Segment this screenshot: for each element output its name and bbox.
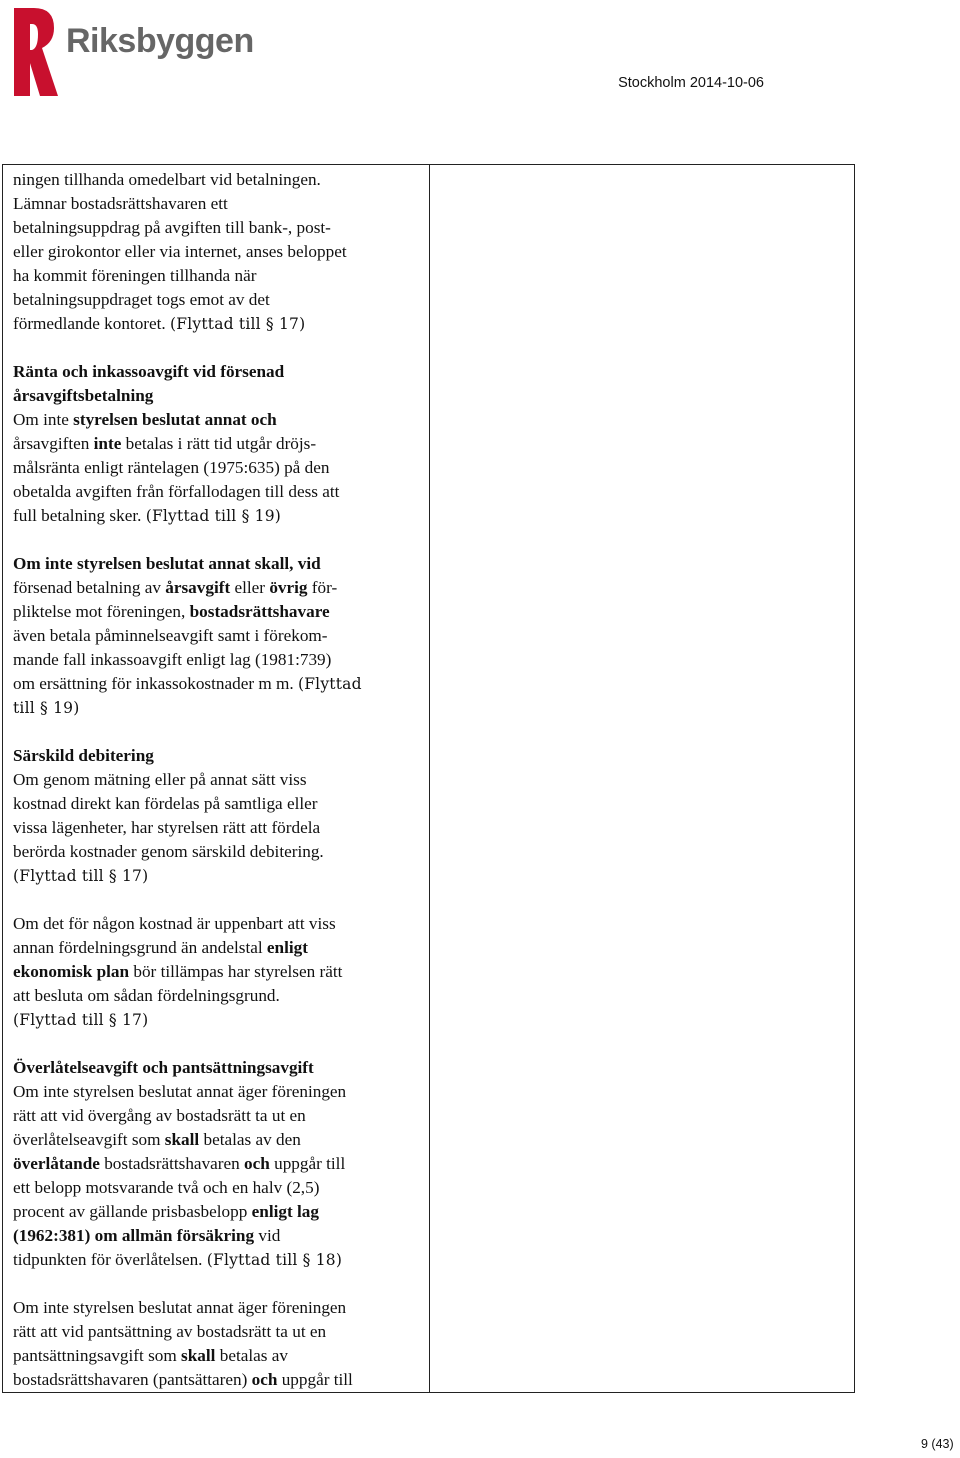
text-run: pantsättningsavgift som (13, 1346, 182, 1365)
text-line (13, 1344, 429, 1368)
text-run: betalningsuppdrag på avgiften till bank-, post- (13, 218, 331, 237)
text-line (13, 1200, 429, 1224)
text-line (13, 480, 429, 504)
text-line (13, 1176, 429, 1200)
text-line (13, 864, 429, 888)
section-reference: (Flyttad till § 17) (13, 867, 149, 885)
text-line (13, 576, 429, 600)
text-run: kostnad direkt kan fördelas på samtliga eller (13, 794, 318, 813)
text-run: ett belopp motsvarande två och en halv (2,5) (13, 1178, 320, 1197)
section-reference: (Flyttad till § 19) (145, 507, 282, 525)
text-line (13, 1008, 429, 1032)
text-run: bör tillämpas har styrelsen rätt (129, 962, 343, 981)
text-line (13, 432, 429, 456)
logo-wordmark: Riksbyggen (66, 22, 254, 60)
text-run: överlåtelseavgift som (13, 1130, 165, 1149)
bold-text: skall (164, 1130, 200, 1149)
text-run: målsränta enligt räntelagen (1975:635) på den (13, 458, 330, 477)
section-reference: (Flyttad till § 17) (13, 1011, 149, 1029)
text-line (13, 216, 429, 240)
bold-text: årsavgift (165, 578, 231, 597)
text-run: eller girokontor eller via internet, anses beloppet (13, 242, 347, 261)
text-run: Om genom mätning eller på annat sätt viss (13, 770, 307, 789)
text-line (13, 1128, 429, 1152)
text-line (13, 768, 429, 792)
text-run: Om det för någon kostnad är uppenbart att viss (13, 914, 336, 933)
text-run: mande fall inkassoavgift enligt lag (1981:739) (13, 650, 332, 669)
text-line (13, 600, 429, 624)
text-run: Om inte styrelsen beslutat annat äger föreningen (13, 1298, 347, 1317)
text-run: förmedlande kontoret. (13, 314, 171, 333)
text-run: försenad betalning av (13, 578, 166, 597)
paragraph (13, 168, 429, 336)
text-line (13, 1224, 429, 1248)
text-run: procent av gällande prisbasbelopp (13, 1202, 252, 1221)
text-line (13, 1104, 429, 1128)
text-line (13, 1152, 429, 1176)
section-reference: (Flyttad (297, 675, 362, 693)
text-run: årsavgiften (13, 434, 94, 453)
bold-text: årsavgiftsbetalning (13, 386, 154, 405)
text-column (3, 165, 430, 1392)
text-line (13, 816, 429, 840)
text-run: pliktelse mot föreningen, (13, 602, 190, 621)
text-line (13, 672, 429, 696)
section-reference: till § 19) (13, 699, 80, 717)
text-run: rätt att vid övergång av bostadsrätt ta ut en (13, 1106, 306, 1125)
text-line (13, 648, 429, 672)
bold-text: enligt (266, 938, 308, 957)
text-line (13, 744, 429, 768)
text-line (13, 264, 429, 288)
text-line (13, 936, 429, 960)
text-run: för- (307, 578, 338, 597)
text-run: annan fördelningsgrund än andelstal (13, 938, 267, 957)
text-line (13, 1056, 429, 1080)
text-line (13, 288, 429, 312)
bold-text: och (244, 1154, 270, 1173)
text-line (13, 312, 429, 336)
paragraph (13, 744, 429, 888)
text-run: obetalda avgiften från förfallodagen till dess att (13, 482, 340, 501)
text-run: att besluta om sådan fördelningsgrund. (13, 986, 280, 1005)
text-run: betalas av (215, 1346, 288, 1365)
text-line (13, 408, 429, 432)
text-run: om ersättning för inkassokostnader m m. (13, 674, 298, 693)
paragraph (13, 360, 429, 528)
text-run: tidpunkten för överlåtelsen. (13, 1250, 207, 1269)
text-run: betalas av den (199, 1130, 301, 1149)
text-run: betalningsuppdraget togs emot av det (13, 290, 270, 309)
text-run: full betalning sker. (13, 506, 146, 525)
paragraph (13, 1056, 429, 1272)
text-run: vissa lägenheter, har styrelsen rätt att fördela (13, 818, 321, 837)
text-line (13, 552, 429, 576)
text-line (13, 960, 429, 984)
bold-text: bostadsrättshavare (189, 602, 330, 621)
page-number: 9 (43) (921, 1437, 954, 1451)
text-line (13, 792, 429, 816)
text-run: Om inte styrelsen beslutat annat äger föreningen (13, 1082, 347, 1101)
text-line (13, 624, 429, 648)
text-line (13, 912, 429, 936)
bold-text: Överlåtelseavgift och pantsättningsavgift (13, 1058, 314, 1077)
text-run: Om inte (13, 410, 74, 429)
header-date: Stockholm 2014-10-06 (618, 75, 764, 91)
text-run: rätt att vid pantsättning av bostadsrätt ta ut en (13, 1322, 327, 1341)
text-run: betalas i rätt tid utgår dröjs- (121, 434, 317, 453)
text-line (13, 240, 429, 264)
bold-text: inte (93, 434, 122, 453)
paragraph (13, 912, 429, 1032)
bold-text: skall (181, 1346, 216, 1365)
riksbyggen-logo-mark-icon (10, 4, 62, 100)
text-line (13, 840, 429, 864)
text-run: uppgår till (277, 1370, 353, 1389)
text-run: berörda kostnader genom särskild debitering. (13, 842, 324, 861)
text-line (13, 384, 429, 408)
text-run: uppgår till (269, 1154, 346, 1173)
text-line (13, 696, 429, 720)
bold-text: ekonomisk plan (13, 962, 130, 981)
bold-text: övrig (269, 578, 308, 597)
text-line (13, 984, 429, 1008)
text-line (13, 168, 429, 192)
bold-text: enligt lag (251, 1202, 319, 1221)
bold-text: styrelsen beslutat annat och (73, 410, 277, 429)
text-line (13, 1368, 429, 1392)
text-line (13, 1320, 429, 1344)
section-reference: (Flyttad till § 17) (170, 315, 306, 333)
bold-text: Ränta och inkassoavgift vid försenad (13, 362, 285, 381)
bold-text: Om inte styrelsen beslutat annat skall, vid (13, 554, 321, 573)
text-run: även betala påminnelseavgift samt i förekom- (13, 626, 328, 645)
text-run: bostadsrättshavaren (pantsättaren) (13, 1370, 252, 1389)
text-run: vid (254, 1226, 281, 1245)
riksbyggen-logo (10, 4, 254, 100)
text-line (13, 1080, 429, 1104)
text-line (13, 1248, 429, 1272)
paragraph (13, 1296, 429, 1392)
bold-text: och (251, 1370, 278, 1389)
text-line (13, 1296, 429, 1320)
text-line (13, 360, 429, 384)
text-run: ningen tillhanda omedelbart vid betalningen. (13, 170, 321, 189)
text-line (13, 504, 429, 528)
text-run: eller (230, 578, 270, 597)
text-run: Lämnar bostadsrättshavaren ett (13, 194, 228, 213)
bold-text: överlåtande (13, 1154, 100, 1173)
text-run: bostadsrättshavaren (99, 1154, 245, 1173)
document-table (2, 164, 855, 1393)
text-line (13, 456, 429, 480)
text-line (13, 192, 429, 216)
bold-text: Särskild debitering (13, 746, 154, 765)
section-reference: (Flyttad till § 18) (206, 1251, 343, 1269)
empty-column (430, 165, 854, 1392)
text-run: ha kommit föreningen tillhanda när (13, 266, 257, 285)
paragraph (13, 552, 429, 720)
bold-text: (1962:381) om allmän försäkring (13, 1226, 255, 1245)
